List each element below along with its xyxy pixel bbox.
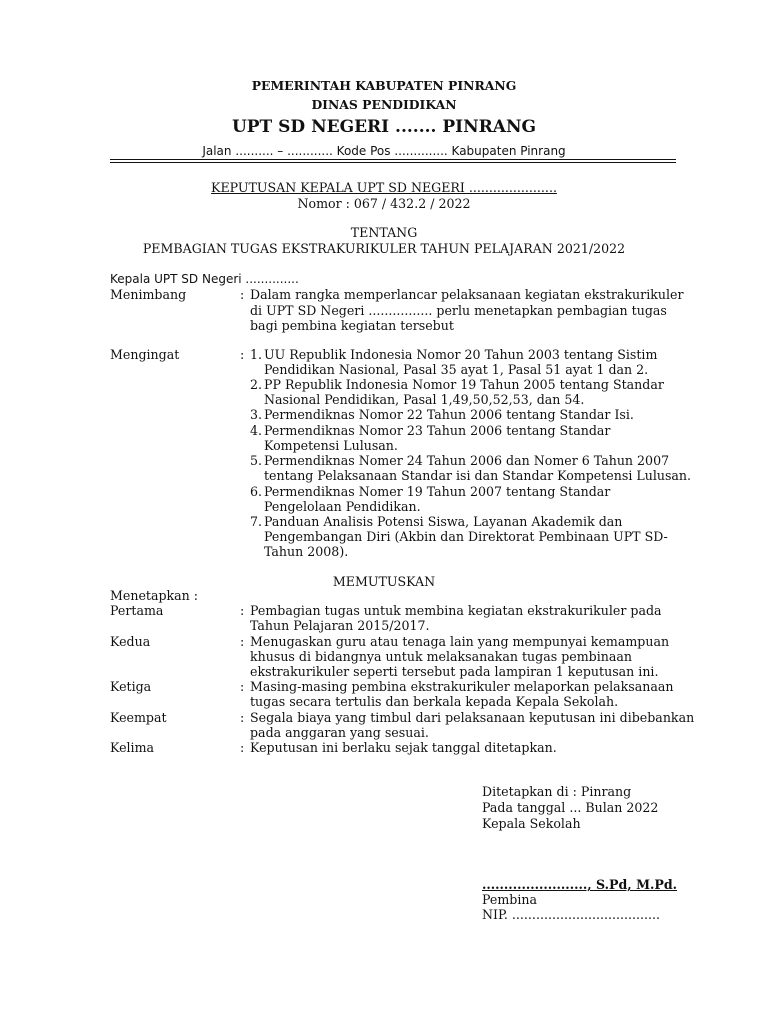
mengingat-line: UU Republik Indonesia Nomor 20 Tahun 2003 tentang Sistim bbox=[264, 347, 658, 362]
header-divider-thick bbox=[110, 159, 676, 160]
signature-position: Kepala Sekolah bbox=[482, 816, 581, 831]
decision-colon: : bbox=[240, 634, 245, 649]
menimbang-line bbox=[250, 303, 667, 319]
mengingat-number: 1. bbox=[250, 347, 263, 362]
header-office: DINAS PENDIDIKAN bbox=[311, 97, 457, 112]
decree-subject: PEMBAGIAN TUGAS EKSTRAKURIKULER TAHUN PELAJARAN 2021/2022 bbox=[142, 241, 626, 256]
mengingat-line: Permendiknas Nomor 22 Tahun 2006 tentang Standar Isi. bbox=[264, 407, 634, 422]
decision-line: tugas secara tertulis dan berkala kepada Kepala Sekolah. bbox=[250, 694, 619, 709]
decree-number: Nomor : 067 / 432.2 / 2022 bbox=[297, 196, 471, 211]
mengingat-line: Tahun 2008). bbox=[264, 544, 349, 559]
decree-tentang: TENTANG bbox=[350, 225, 418, 240]
decree-title-text: KEPUTUSAN KEPALA UPT SD NEGERI ...................... bbox=[211, 180, 557, 195]
mengingat-line: Permendiknas Nomer 19 Tahun 2007 tentang Standar bbox=[264, 484, 611, 499]
mengingat-number: 5. bbox=[250, 453, 263, 468]
mengingat-number: 7. bbox=[250, 514, 263, 529]
header-address: Jalan .......... – ............ Kode Pos .............. Kabupaten Pinrang bbox=[202, 144, 566, 158]
decision-line: khusus di bidangnya untuk melaksanakan tugas pembinaan bbox=[250, 649, 632, 664]
decision-line: Menugaskan guru atau tenaga lain yang mempunyai kemampuan bbox=[250, 634, 670, 649]
decision-label: Ketiga bbox=[110, 679, 152, 694]
menimbang-line: Dalam rangka memperlancar pelaksanaan kegiatan ekstrakurikuler bbox=[250, 287, 684, 302]
mengingat-line: Permendiknas Nomor 23 Tahun 2006 tentang Standar bbox=[264, 423, 611, 438]
mengingat-number: 4. bbox=[250, 423, 263, 438]
signature-nip: NIP. ..................................... bbox=[482, 907, 661, 922]
mengingat-number: 6. bbox=[250, 484, 263, 499]
decision-line: pada anggaran yang sesuai. bbox=[250, 725, 429, 740]
menimbang-label: Menimbang bbox=[110, 287, 187, 302]
decision-label: Keempat bbox=[110, 710, 167, 725]
menimbang-line: bagi pembina kegiatan tersebut bbox=[250, 318, 454, 333]
decision-colon: : bbox=[240, 679, 245, 694]
signature-rank: Pembina bbox=[482, 892, 538, 907]
mengingat-line: Nasional Pendidikan, Pasal 1,49,50,52,53, dan 54. bbox=[264, 392, 585, 407]
decision-line: Segala biaya yang timbul dari pelaksanaan keputusan ini dibebankan bbox=[250, 710, 695, 725]
memutuskan-heading: MEMUTUSKAN bbox=[332, 574, 436, 589]
intro-line bbox=[110, 271, 299, 287]
mengingat-line: Panduan Analisis Potensi Siswa, Layanan Akademik dan bbox=[264, 514, 623, 529]
signature-place: Ditetapkan di : Pinrang bbox=[482, 784, 632, 799]
decree-title bbox=[0, 180, 768, 196]
decision-colon: : bbox=[240, 740, 245, 755]
mengingat-colon: : bbox=[240, 347, 245, 362]
signature-name: ........................, S.Pd, M.Pd. bbox=[482, 877, 678, 892]
decision-colon: : bbox=[240, 603, 245, 618]
header-government: PEMERINTAH KABUPATEN PINRANG bbox=[251, 78, 517, 93]
decision-line: Masing-masing pembina ekstrakurikuler melaporkan pelaksanaan bbox=[250, 679, 674, 694]
mengingat-label: Mengingat bbox=[110, 347, 180, 362]
signature-date: Pada tanggal ... Bulan 2022 bbox=[482, 800, 659, 815]
decision-line: Keputusan ini berlaku sejak tanggal ditetapkan. bbox=[250, 740, 557, 755]
mengingat-line: tentang Pelaksanaan Standar isi dan Standar Kompetensi Lulusan. bbox=[264, 468, 692, 483]
mengingat-line: Pengelolaan Pendidikan. bbox=[264, 499, 421, 514]
header-school: UPT SD NEGERI ....... PINRANG bbox=[231, 117, 537, 137]
mengingat-line: Pendidikan Nasional, Pasal 35 ayat 1, Pasal 51 ayat 1 dan 2. bbox=[264, 362, 649, 377]
intro-text: Kepala UPT SD Negeri .............. bbox=[110, 272, 299, 286]
mengingat-line: PP Republik Indonesia Nomor 19 Tahun 2005 tentang Standar bbox=[264, 377, 664, 392]
mengingat-line: Permendiknas Nomer 24 Tahun 2006 dan Nomer 6 Tahun 2007 bbox=[264, 453, 670, 468]
menimbang-line-text: di UPT SD Negeri ................ perlu menetapkan pembagian tugas bbox=[250, 303, 667, 318]
menimbang-colon: : bbox=[240, 287, 245, 302]
menetapkan-label: Menetapkan : bbox=[110, 588, 199, 603]
decision-line: Pembagian tugas untuk membina kegiatan ekstrakurikuler pada bbox=[250, 603, 662, 618]
decision-line: ekstrakurikuler seperti tersebut pada lampiran 1 keputusan ini. bbox=[250, 664, 659, 679]
decision-label: Pertama bbox=[110, 603, 164, 618]
decision-colon: : bbox=[240, 710, 245, 725]
decision-line: Tahun Pelajaran 2015/2017. bbox=[250, 618, 430, 633]
mengingat-number: 2. bbox=[250, 377, 263, 392]
mengingat-line: Pengembangan Diri (Akbin dan Direktorat Pembinaan UPT SD- bbox=[264, 529, 668, 544]
header-divider-thin bbox=[110, 162, 676, 163]
decision-label: Kedua bbox=[110, 634, 151, 649]
mengingat-line: Kompetensi Lulusan. bbox=[264, 438, 398, 453]
mengingat-number: 3. bbox=[250, 407, 263, 422]
decision-label: Kelima bbox=[110, 740, 155, 755]
